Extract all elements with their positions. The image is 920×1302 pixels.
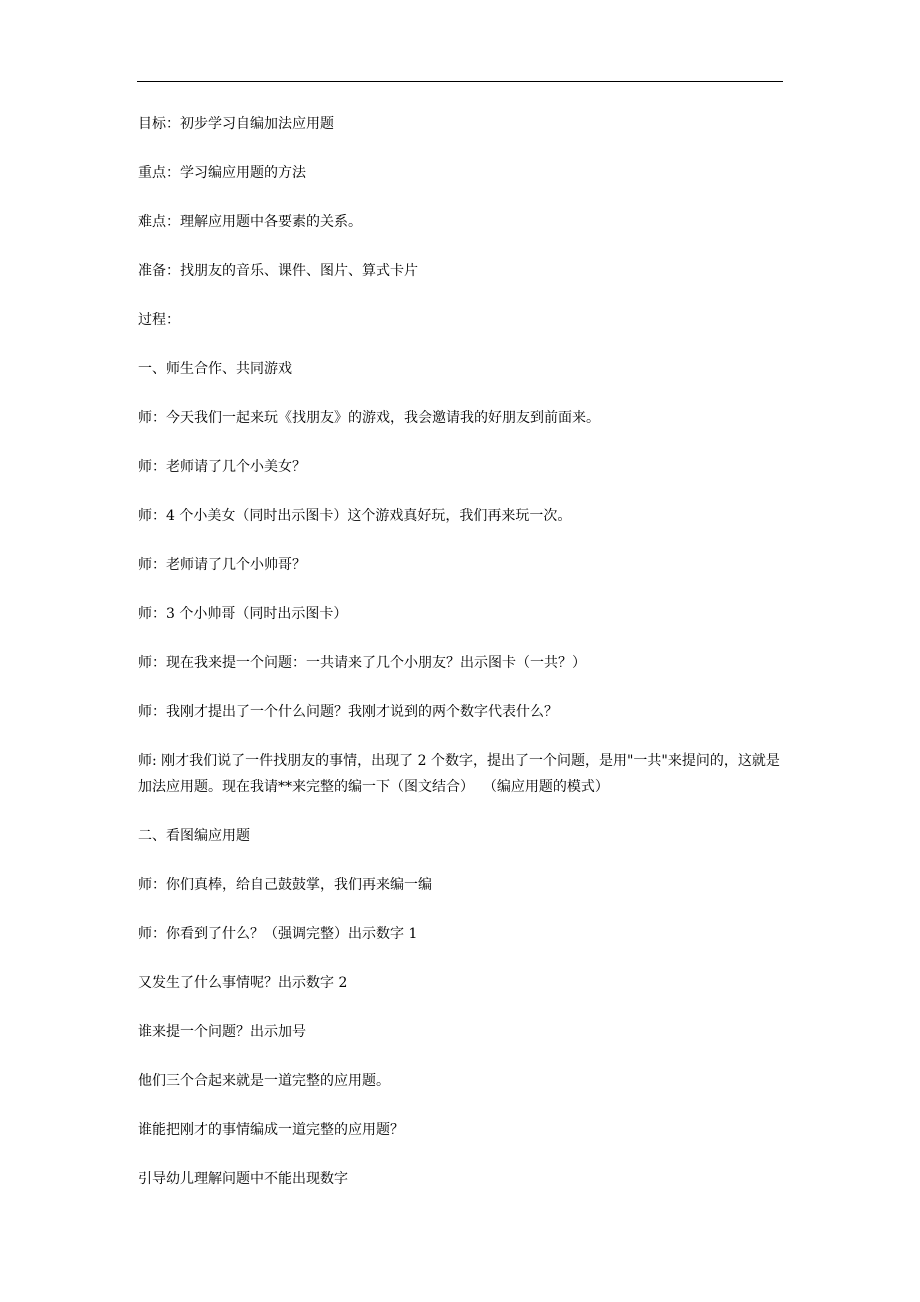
paragraph-focus: 重点：学习编应用题的方法 <box>138 165 306 181</box>
paragraph-teacher-8: 师: 刚才我们说了一件找朋友的事情，出现了 2 个数字，提出了一个问题，是用"一共"来提问的，这就是加法应用题。现在我请**来完整的编一下（图文结合） （编应用题的模式） <box>138 753 780 795</box>
paragraph-process: 过程： <box>138 312 180 328</box>
paragraph-teacher-9: 师：你们真棒，给自己鼓鼓掌，我们再来编一编 <box>138 877 432 893</box>
paragraph-teacher-7: 师：我刚才提出了一个什么问题？我刚才说到的两个数字代表什么？ <box>138 704 558 720</box>
paragraph-step-4: 谁能把刚才的事情编成一道完整的应用题？ <box>138 1122 404 1138</box>
paragraph-teacher-10: 师：你看到了什么？（强调完整）出示数字 1 <box>138 926 418 942</box>
section-heading-1: 一、师生合作、共同游戏 <box>138 361 292 377</box>
document-body <box>138 111 783 1192</box>
paragraph-step-2: 谁来提一个问题？出示加号 <box>138 1024 306 1040</box>
paragraph-step-3: 他们三个合起来就是一道完整的应用题。 <box>138 1073 390 1089</box>
paragraph-teacher-3: 师：4 个小美女（同时出示图卡）这个游戏真好玩，我们再来玩一次。 <box>138 508 572 524</box>
paragraph-teacher-4: 师：老师请了几个小帅哥？ <box>138 557 306 573</box>
paragraph-step-1: 又发生了什么事情呢？出示数字 2 <box>138 975 348 991</box>
paragraph-teacher-6: 师：现在我来提一个问题：一共请来了几个小朋友？出示图卡（一共？） <box>138 655 586 671</box>
paragraph-preparation: 准备：找朋友的音乐、课件、图片、算式卡片 <box>138 263 418 279</box>
paragraph-difficulty: 难点：理解应用题中各要素的关系。 <box>138 214 362 230</box>
paragraph-teacher-2: 师：老师请了几个小美女？ <box>138 459 306 475</box>
paragraph-goal: 目标：初步学习自编加法应用题 <box>138 116 334 132</box>
section-heading-2: 二、看图编应用题 <box>138 828 250 844</box>
paragraph-teacher-5: 师：3 个小帅哥（同时出示图卡） <box>138 606 348 622</box>
header-rule <box>137 81 783 82</box>
paragraph-step-5: 引导幼儿理解问题中不能出现数字 <box>138 1171 348 1187</box>
paragraph-teacher-1: 师：今天我们一起来玩《找朋友》的游戏，我会邀请我的好朋友到前面来。 <box>138 410 600 426</box>
